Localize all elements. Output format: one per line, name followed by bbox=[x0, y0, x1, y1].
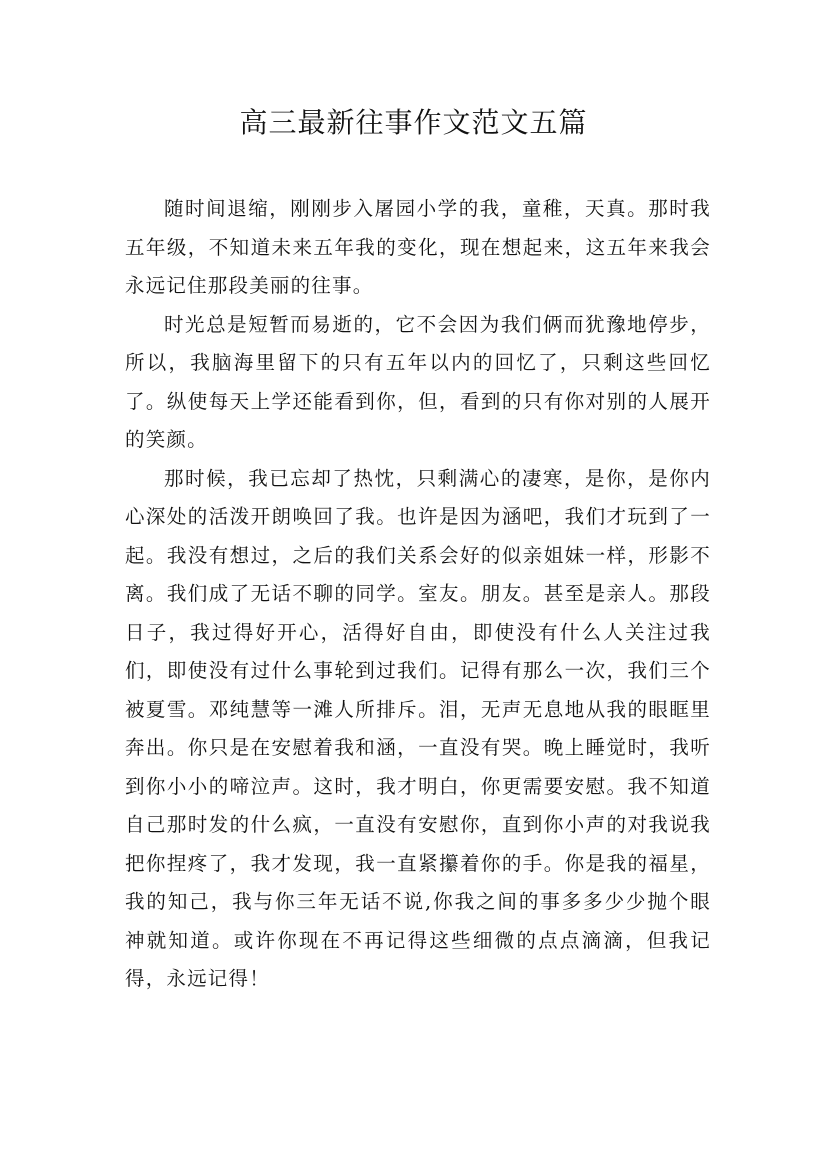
paragraph-1: 随时间退缩，刚刚步入屠园小学的我，童稚，天真。那时我五年级，不知道未来五年我的变化，现在想起来，这五年来我会永远记住那段美丽的往事。 bbox=[125, 197, 711, 297]
paragraph-2: 时光总是短暂而易逝的，它不会因为我们俩而犹豫地停步，所以，我脑海里留下的只有五年以内的回忆了，只剩这些回忆了。纵使每天上学还能看到你，但，看到的只有你对别的人展开的笑颜。 bbox=[125, 312, 711, 451]
document-title: 高三最新往事作文范文五篇 bbox=[239, 106, 588, 139]
document-body bbox=[125, 190, 711, 999]
paragraph-3: 那时候，我已忘却了热忱，只剩满心的凄寒，是你，是你内心深处的活泼开朗唤回了我。也许是因为涵吧，我们才玩到了一起。我没有想过，之后的我们关系会好的似亲姐妹一样，形影不离。我们成了无话不聊的同学。室友。朋友。甚至是亲人。那段日子，我过得好开心，活得好自由，即使没有什么人关注过我们，即使没有过什么事轮到过我们。记得有那么一次，我们三个被夏雪。邓纯慧等一滩人所排斥。泪，无声无息地从我的眼眶里奔出。你只是在安慰着我和涵，一直没有哭。晚上睡觉时，我听到你小小的啼泣声。这时，我才明白，你更需要安慰。我不知道自己那时发的什么疯，一直没有安慰你，直到你小声的对我说我把你捏疼了，我才发现，我一直紧攥着你的手。你是我的福星，我的知己，我与你三年无话不说,你我之间的事多多少少抛个眼神就知道。或许你现在不再记得这些细微的点点滴滴，但我记得，永远记得！ bbox=[125, 466, 711, 990]
